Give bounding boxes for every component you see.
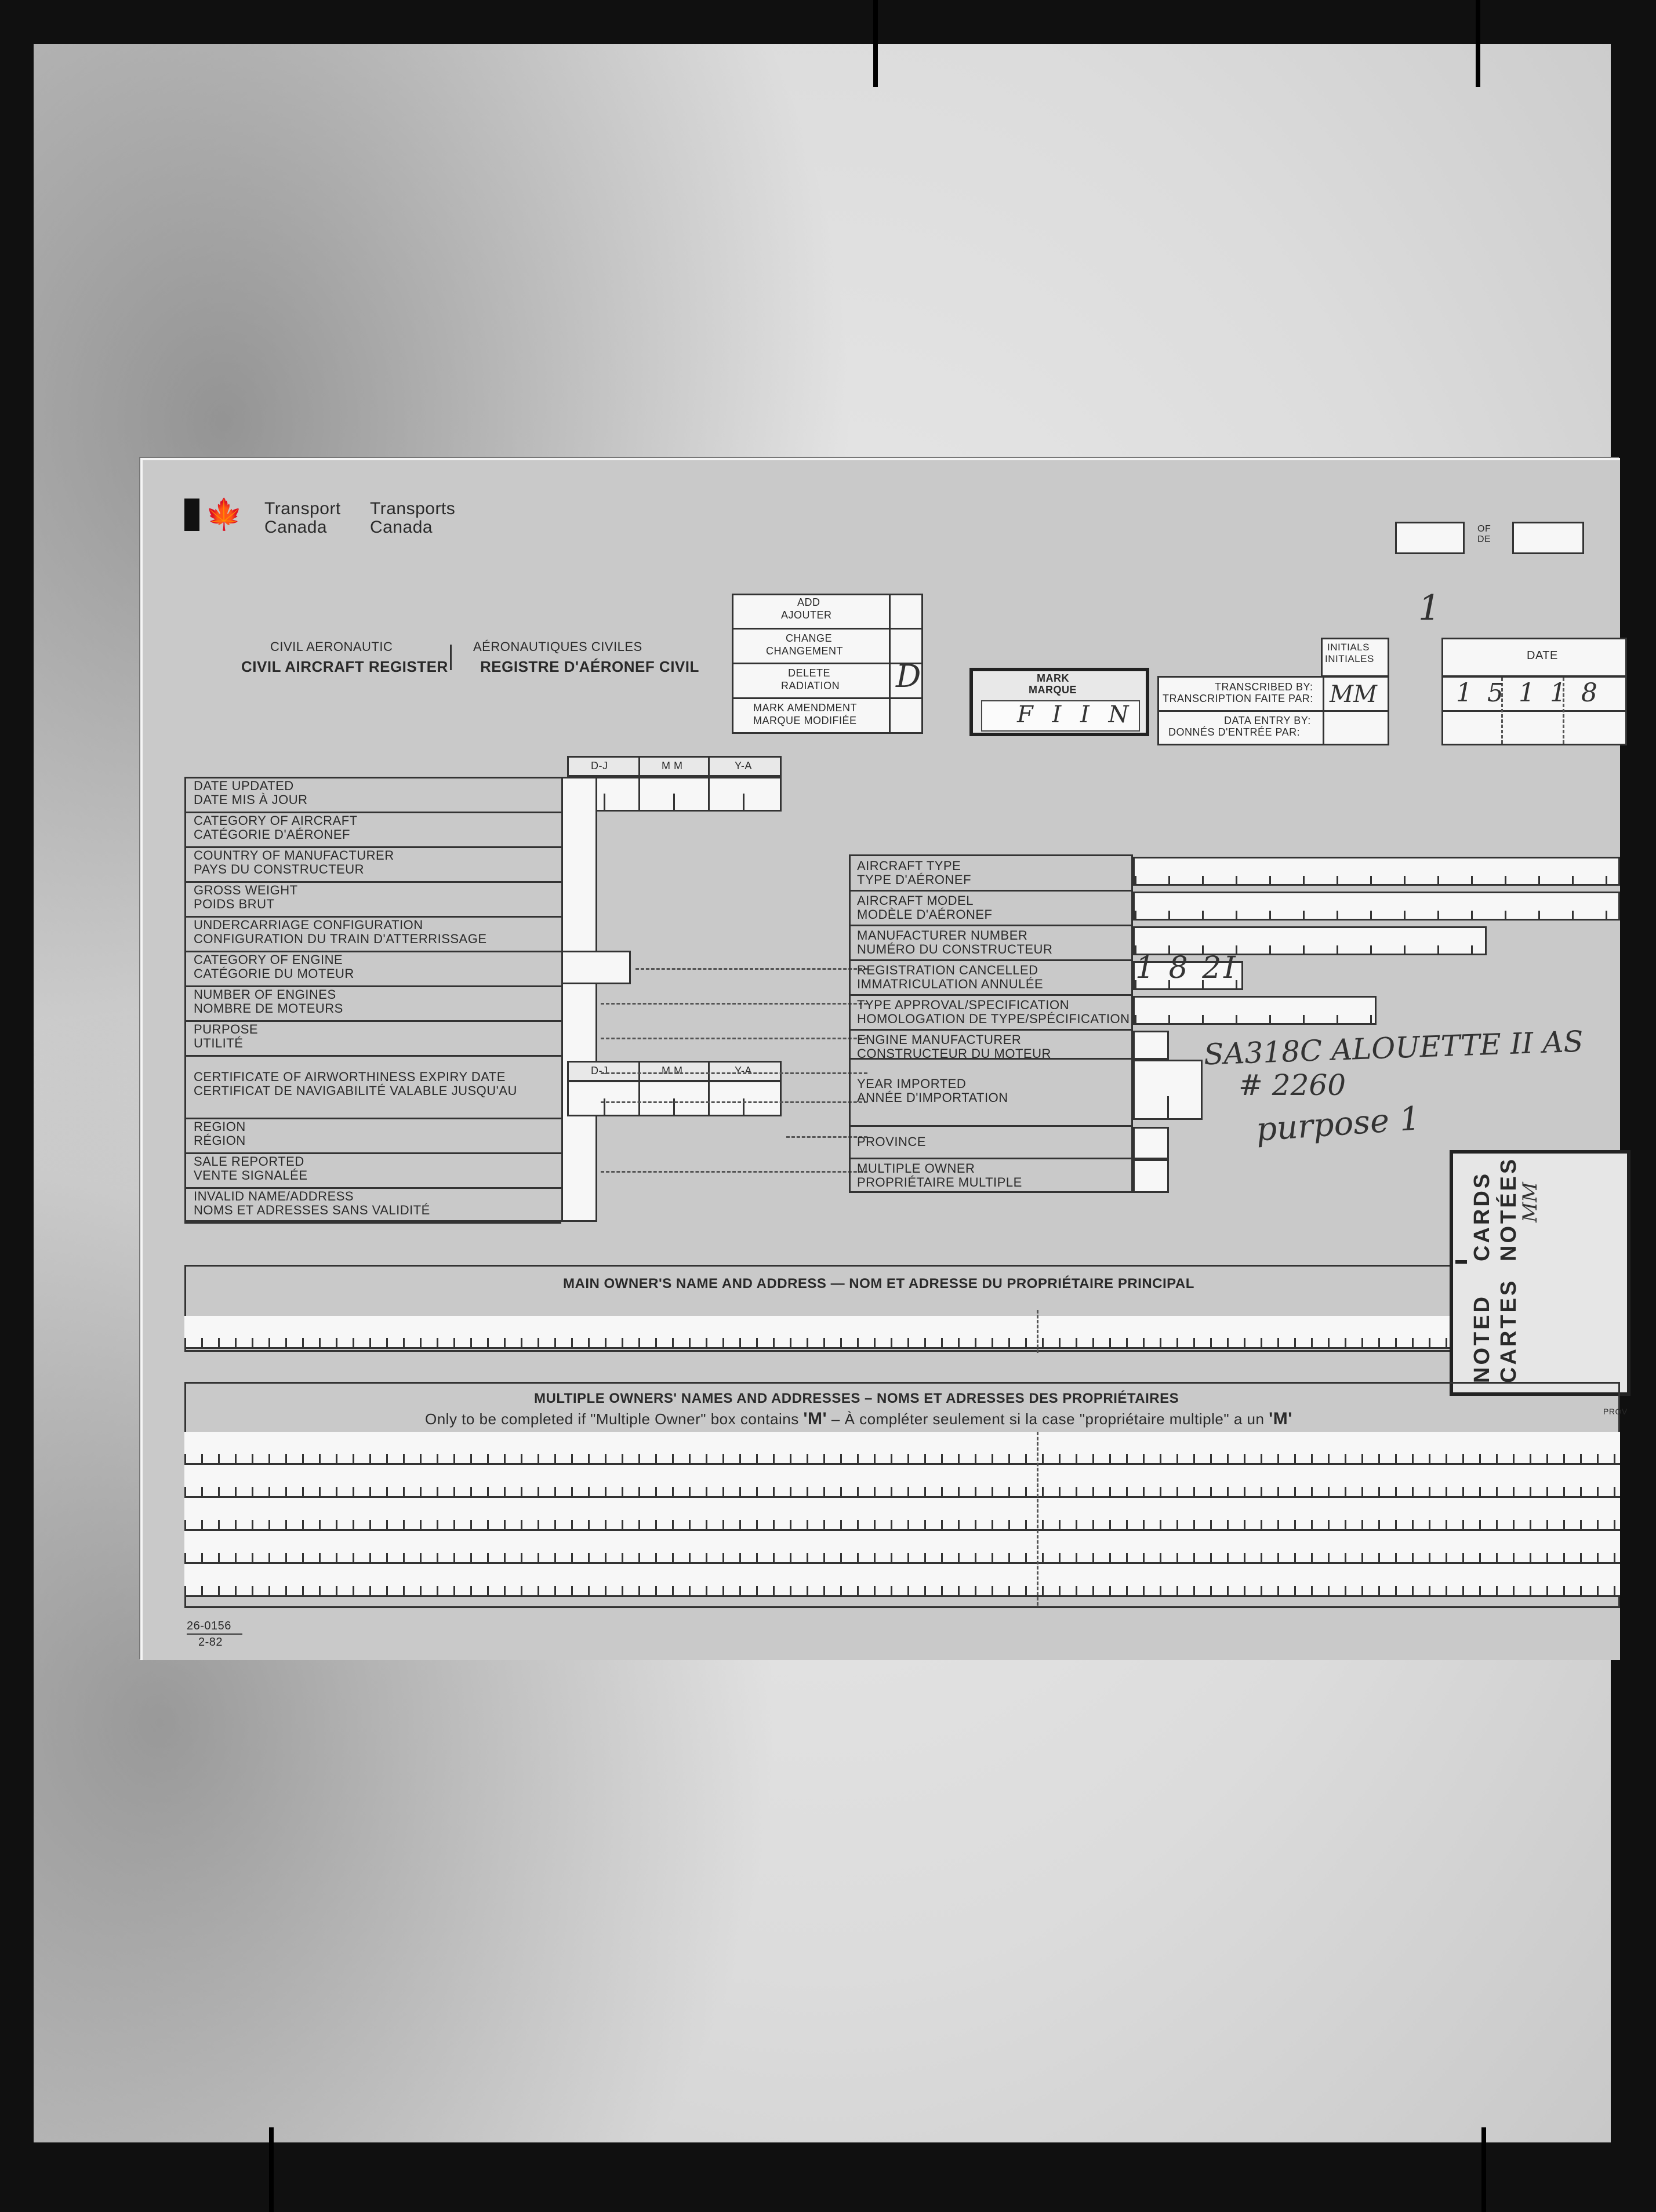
date-updated-header (567, 756, 782, 777)
stamp-cards (1470, 1157, 1494, 1261)
right-field-label-fr: TYPE D'AÉRONEF (857, 872, 972, 887)
left-field-label-en: INVALID NAME/ADDRESS (194, 1189, 354, 1203)
note-part-a: Only to be completed if "Multiple Owner" box contains (425, 1410, 804, 1428)
cofa-month-label: M M (662, 1065, 683, 1076)
mark-field[interactable] (981, 700, 1140, 732)
stamp-cards-en: CARDS (1470, 1171, 1494, 1261)
initials-header (1321, 638, 1389, 677)
action-amend-fr: MARQUE MODIFIÉE (753, 715, 857, 726)
mark-label-en: MARK (1037, 672, 1069, 684)
right-field-row (849, 1060, 1133, 1127)
cofa-date-header (567, 1061, 782, 1082)
left-field-label-en: CATEGORY OF AIRCRAFT (194, 813, 358, 828)
page-mark-handwritten: 1 (1418, 588, 1441, 628)
right-field-row (849, 926, 1133, 961)
day-col-label: D-J (591, 760, 608, 772)
title-en-small: CIVIL AERONAUTIC (270, 639, 393, 654)
left-field-row (184, 846, 561, 883)
page-number-box[interactable] (1395, 522, 1465, 554)
aircraft-model-field[interactable] (1133, 892, 1620, 921)
stamp-notees-fr: NOTÉES (1497, 1156, 1521, 1261)
main-owner-midline (1037, 1310, 1038, 1353)
left-field-row (184, 1020, 561, 1057)
left-field-label-fr: CATÉGORIE DU MOTEUR (194, 966, 354, 981)
transcribed-date-value[interactable]: 1 5 1 1 8 (1456, 678, 1601, 708)
right-field-label-en: AIRCRAFT TYPE (857, 858, 961, 873)
right-field-row (849, 892, 1133, 926)
right-field-row (849, 1127, 1133, 1159)
left-field-label-fr: RÉGION (194, 1133, 246, 1148)
left-field-label-fr: CATÉGORIE D'AÉRONEF (194, 827, 350, 842)
initials-header-en: INITIALS (1327, 642, 1370, 653)
left-field-row (184, 985, 561, 1022)
left-field-row (184, 881, 561, 918)
title-fr-small: AÉRONAUTIQUES CIVILES (473, 639, 642, 654)
stamp-noted-en: NOTED (1470, 1294, 1494, 1383)
right-field-label-fr: NUMÉRO DU CONSTRUCTEUR (857, 942, 1053, 956)
left-field-label-fr: VENTE SIGNALÉE (194, 1168, 308, 1183)
noted-cards-stamp (1450, 1150, 1630, 1396)
right-field-label-en: TYPE APPROVAL/SPECIFICATION (857, 998, 1069, 1012)
title-fr-main: REGISTRE D'AÉRONEF CIVIL (480, 658, 699, 675)
title-divider (450, 645, 452, 670)
frame-tick-top-right (1476, 0, 1480, 87)
title-en-main: CIVIL AIRCRAFT REGISTER (241, 658, 448, 675)
left-field-row (184, 951, 561, 987)
action-add-en: ADD (797, 596, 820, 608)
right-field-label-fr: PROPRIÉTAIRE MULTIPLE (857, 1175, 1022, 1189)
action-change-fr: CHANGEMENT (766, 645, 844, 657)
left-field-row (184, 812, 561, 848)
agency-fr-line2: Canada (370, 518, 433, 537)
note-line2-handwritten: # 2260 (1239, 1068, 1346, 1102)
mark-value: F I I N (1017, 701, 1135, 728)
main-owner-input[interactable] (184, 1316, 1620, 1349)
action-amend-en: MARK AMENDMENT (753, 702, 858, 714)
multiple-owner-row-2[interactable] (184, 1465, 1620, 1498)
left-field-row (184, 1152, 561, 1189)
initials-header-fr: INITIALES (1325, 653, 1374, 664)
main-owner-heading: MAIN OWNER'S NAME AND ADDRESS — NOM ET ADRESSE DU PROPRIÉTAIRE PRINCIPAL (563, 1276, 1194, 1291)
transcription-date-table (1441, 676, 1627, 745)
note-m2: 'M' (1269, 1409, 1292, 1428)
right-field-row (849, 1031, 1133, 1060)
agency-en-line1: Transport (264, 499, 341, 518)
type-approval-field[interactable] (1133, 996, 1377, 1025)
aircraft-register-form (140, 458, 1628, 1660)
right-field-row (849, 857, 1133, 892)
agency-en-line2: Canada (264, 518, 328, 537)
left-field-label-en: COUNTRY OF MANUFACTURER (194, 848, 394, 863)
left-field-label-fr: DATE MIS À JOUR (194, 792, 308, 807)
data-entry-by-fr: DONNÉS D'ENTRÉE PAR: (1168, 726, 1301, 738)
left-field-label-fr: CONFIGURATION DU TRAIN D'ATTERRISSAGE (194, 932, 487, 946)
right-field-label-en: MANUFACTURER NUMBER (857, 928, 1028, 943)
engine-manufacturer-field[interactable] (1133, 1031, 1169, 1060)
left-field-row (184, 916, 561, 952)
cofa-day-label: D-J (591, 1065, 608, 1076)
left-field-label-fr: PAYS DU CONSTRUCTEUR (194, 862, 364, 876)
action-delete-fr: RADIATION (781, 680, 840, 692)
cofa-expiry-field[interactable] (567, 1080, 782, 1116)
left-field-label-en: CERTIFICATE OF AIRWORTHINESS EXPIRY DATE (194, 1069, 506, 1084)
stamp-notees (1497, 1157, 1520, 1261)
action-add-fr: AJOUTER (781, 609, 832, 621)
right-field-row (849, 996, 1133, 1031)
left-field-label-fr: UTILITÉ (194, 1036, 244, 1050)
multiple-owner-row-1[interactable] (184, 1432, 1620, 1465)
aircraft-type-field[interactable] (1133, 857, 1620, 886)
left-field-label-en: CATEGORY OF ENGINE (194, 952, 343, 967)
form-number-rule (187, 1633, 242, 1635)
note-line1-handwritten: SA318C ALOUETTE II AS (1203, 1024, 1584, 1072)
frame-tick-top-left (873, 0, 878, 87)
transcription-table (1157, 676, 1389, 745)
mark-label-fr: MARQUE (1029, 684, 1077, 696)
left-value-column[interactable] (561, 777, 597, 1222)
frame-tick-bottom-right (1481, 2127, 1486, 2212)
delete-checkbox-mark[interactable]: D (896, 658, 921, 694)
maple-leaf-icon: 🍁 (205, 498, 243, 532)
data-entry-by-en: DATA ENTRY BY: (1224, 715, 1311, 726)
right-field-label-fr: IMMATRICULATION ANNULÉE (857, 977, 1044, 991)
right-field-label-en: AIRCRAFT MODEL (857, 893, 974, 908)
date-header (1441, 638, 1627, 677)
left-field-label-fr: NOMBRE DE MOTEURS (194, 1001, 343, 1016)
note-m1: 'M' (803, 1409, 827, 1428)
left-field-label-fr: NOMS ET ADRESSES SANS VALIDITÉ (194, 1203, 430, 1217)
of-label: OF (1477, 524, 1491, 534)
right-field-label-en: MULTIPLE OWNER (857, 1161, 975, 1176)
year-imported-field[interactable] (1133, 1060, 1203, 1120)
stamp-initials: MM (1518, 1182, 1542, 1223)
right-field-label-fr: MODÈLE D'AÉRONEF (857, 907, 993, 922)
left-field-label-en: NUMBER OF ENGINES (194, 987, 336, 1002)
right-field-label-fr: HOMOLOGATION DE TYPE/SPÉCIFICATION (857, 1012, 1130, 1026)
left-field-row (184, 1187, 561, 1224)
left-field-label-en: SALE REPORTED (194, 1154, 304, 1169)
note-line3-handwritten: purpose 1 (1255, 1100, 1422, 1149)
multiple-owner-row-5[interactable] (184, 1564, 1620, 1597)
right-field-label-en: ENGINE MANUFACTURER (857, 1032, 1022, 1047)
right-field-label-en: PROVINCE (857, 1134, 926, 1149)
left-field-row (184, 1118, 561, 1154)
note-part-b: – À compléter seulement si la case "propriétaire multiple" a un (827, 1410, 1269, 1428)
multiple-owners-heading: MULTIPLE OWNERS' NAMES AND ADDRESSES – NOMS ET ADRESSES DES PROPRIÉTAIRES (534, 1391, 1179, 1406)
left-field-label-en: PURPOSE (194, 1022, 259, 1036)
multiple-owners-note (425, 1410, 1292, 1428)
action-change-en: CHANGE (786, 632, 833, 644)
right-field-label-fr: ANNÉE D'IMPORTATION (857, 1090, 1008, 1105)
action-table (732, 594, 923, 734)
right-field-label-en: REGISTRATION CANCELLED (857, 963, 1038, 977)
year-col-label: Y-A (735, 760, 752, 772)
right-field-row (849, 1159, 1133, 1193)
cancelled-date-handwritten: 1 8 2I (1135, 951, 1238, 985)
date-header-label: DATE (1527, 649, 1558, 662)
stamp-cartes-fr: CARTES (1497, 1278, 1521, 1383)
transcribed-initials-value[interactable]: MM (1330, 681, 1377, 708)
left-field-label-fr: CERTIFICAT DE NAVIGABILITÉ VALABLE JUSQU'AU (194, 1083, 517, 1098)
transcribed-by-en: TRANSCRIBED BY: (1215, 681, 1313, 693)
month-col-label: M M (662, 760, 683, 772)
agency-fr-line1: Transports (370, 499, 456, 518)
left-field-label-en: UNDERCARRIAGE CONFIGURATION (194, 918, 423, 932)
gross-weight-field[interactable] (561, 951, 631, 984)
left-field-row (184, 1055, 561, 1119)
left-field-label-en: REGION (194, 1119, 246, 1134)
multiple-owner-midline (1037, 1432, 1038, 1606)
action-delete-en: DELETE (788, 667, 831, 679)
prov-edge-label: PROV (1603, 1407, 1628, 1416)
page-total-box[interactable] (1512, 522, 1584, 554)
form-number: 26-0156 (187, 1620, 231, 1632)
frame-tick-bottom-left (269, 2127, 274, 2212)
canada-flag-bar-icon (184, 499, 199, 531)
multiple-owner-row-4[interactable] (184, 1531, 1620, 1564)
transcribed-by-fr: TRANSCRIPTION FAITE PAR: (1163, 693, 1313, 704)
multiple-owner-row-3[interactable] (184, 1498, 1620, 1531)
mark-box (969, 668, 1149, 736)
left-field-label-fr: POIDS BRUT (194, 897, 275, 911)
left-field-label-en: DATE UPDATED (194, 778, 294, 793)
right-field-label-fr: CONSTRUCTEUR DU MOTEUR (857, 1046, 1051, 1061)
de-label: DE (1477, 534, 1491, 544)
right-field-label-en: YEAR IMPORTED (857, 1076, 967, 1091)
left-field-label-en: GROSS WEIGHT (194, 883, 298, 897)
date-updated-field[interactable] (567, 777, 782, 812)
right-field-row (849, 961, 1133, 996)
form-revision: 2-82 (198, 1636, 223, 1649)
province-field[interactable] (1133, 1127, 1169, 1159)
left-field-row (184, 777, 561, 813)
multiple-owner-field[interactable] (1133, 1159, 1169, 1193)
cofa-year-label: Y-A (735, 1065, 752, 1076)
